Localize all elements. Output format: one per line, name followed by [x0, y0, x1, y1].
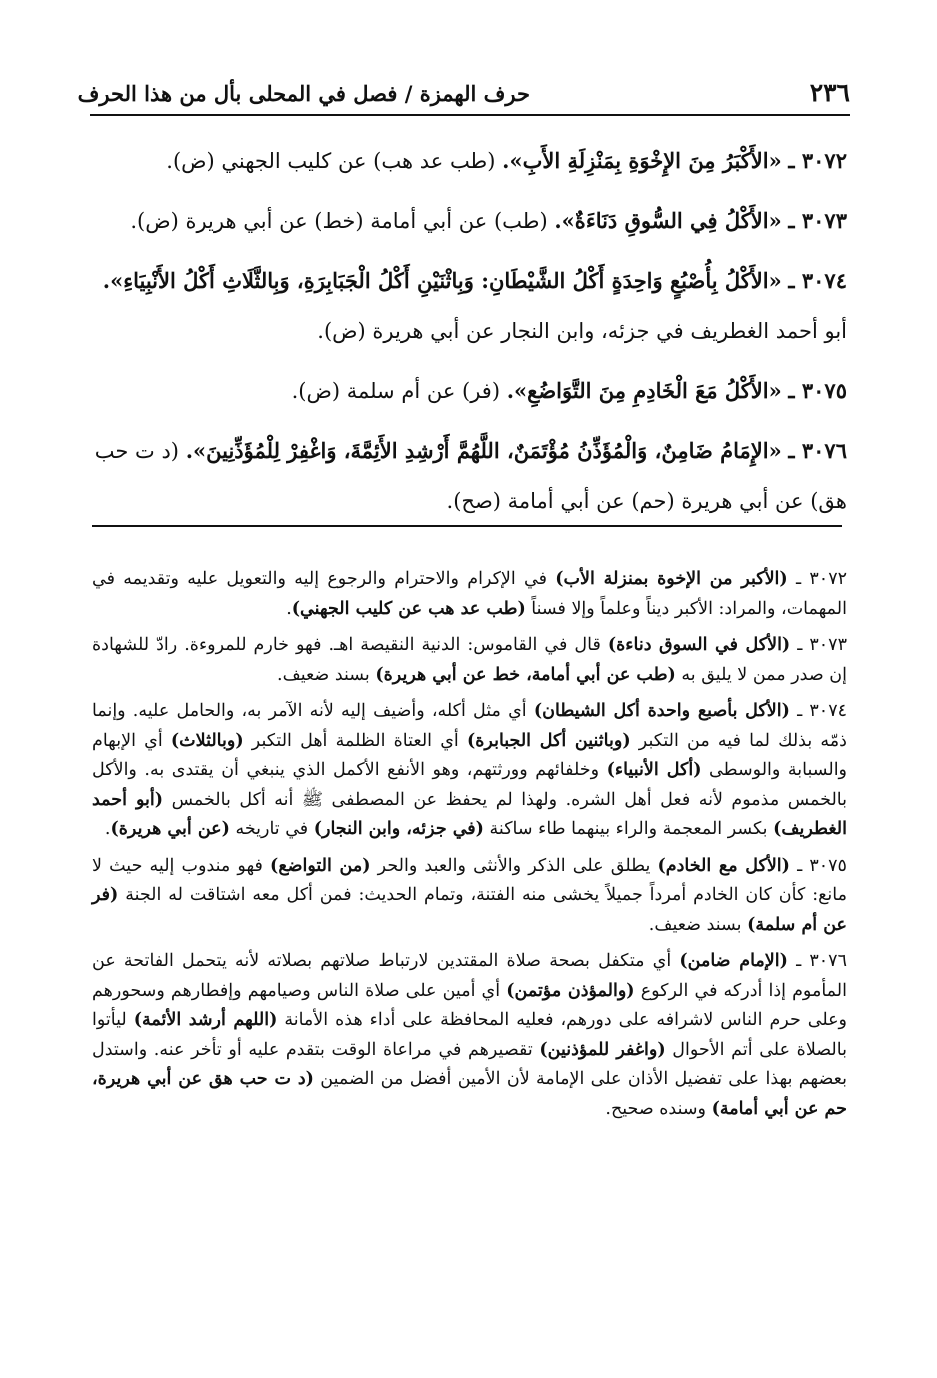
commentary-text: وخلفائهم وورثتهم، وهو الأنفع الأكمل الذي ينبغي أن يقتدى به. والأكل بالخمس مذموم لأنه فعل أهل الشره. ولهذا لم يحفظ عن المصطفى ﷺ أنه أكل بالخمس [92, 760, 847, 810]
commentary-source: (طب عد هب عن كليب الجهني) [291, 598, 526, 619]
commentary-text: بسند ضعيف. [277, 664, 376, 685]
commentary-source: (فر عن أم سلمة) [92, 885, 847, 935]
commentary-text: يطلق على الذكر والأنثى والعبد والحر [370, 855, 658, 876]
hadith-source: أبو أحمد الغطريف في جزئه، وابن النجار عن أبي هريرة (ض). [317, 319, 847, 343]
commentary-note [92, 947, 847, 1124]
commentary-text: ليأتوا بالصلاة على أتم الأحوال [92, 1010, 847, 1060]
hadith-text: «الأَكْبَرُ مِنَ الإِخْوَةِ بِمَنْزِلَةِ الأَبِ». [502, 148, 782, 173]
hadith-entry [92, 196, 847, 246]
hadith-text: «الإِمَامُ ضَامِنٌ، وَالْمُؤَذِّنُ مُؤْتَمَنٌ، اللَّهُمَّ أَرْشِدِ الأَئِمَّةَ، وَاغْفِرْ لِلْمُؤَذِّنِينَ». [185, 438, 782, 463]
commentary-phrase: (الأكل بأصبع واحدة أكل الشيطان) [533, 701, 790, 721]
hadith-list [92, 136, 847, 536]
commentary-section [92, 565, 847, 1131]
commentary-number: ٣٠٧٣ ـ [797, 635, 847, 655]
commentary-note [92, 631, 847, 690]
page-number: ٢٣٦ [809, 78, 850, 107]
hadith-number: ٣٠٧٤ ـ [788, 268, 847, 293]
commentary-note [92, 697, 847, 845]
commentary-text: . [286, 598, 292, 619]
commentary-note [92, 565, 847, 624]
commentary-phrase: (أكل الأنبياء) [606, 760, 702, 780]
commentary-text: أي متكفل بصحة صلاة المقتدين لارتباط صلاتهم بصلاته لأنه يتحمل الفاتحة عن المأموم إذا أدركه في الركوع [92, 951, 847, 1001]
running-title: حرف الهمزة / فصل في المحلى بأل من هذا الحرف [77, 81, 530, 106]
hadith-entry [92, 366, 847, 416]
hadith-number: ٣٠٧٥ ـ [788, 378, 847, 403]
commentary-source: (أبو أحمد الغطريف) [92, 789, 847, 839]
commentary-text: فهو مندوب إليه حيث لا مانع: كأن كان الخادم أمرداً جميلاً يخشى منه الفتنة، وتمام الحديث: فمن أكل معه اشتاقت له الجنة [92, 855, 847, 905]
commentary-text: . [104, 819, 111, 839]
commentary-number: ٣٠٧٤ ـ [797, 701, 847, 721]
commentary-text: بسند ضعيف. [648, 914, 748, 935]
hadith-entry [92, 256, 847, 356]
commentary-text: أي أمين على صلاة الناس وصيامهم وإفطارهم وسحورهم وعلى حرم الناس لاشرافه على دورهم، فعليه المحافظة على أداء هذه الأمانة [92, 980, 848, 1030]
commentary-source: (د ت حب هق عن أبي هريرة، حم عن أبي أمامة) [92, 1069, 847, 1119]
hadith-entry [92, 136, 847, 186]
commentary-text: في الإكرام والاحترام والرجوع إليه والتعويل عليه وتقديمه في المهمات، والمراد: الأكبر ديناً وعلماً وإلا فسناً [92, 569, 847, 619]
commentary-text: أي الإبهام والسبابة والوسطى [92, 730, 848, 780]
commentary-text: في تاريخه [229, 819, 314, 839]
hadith-text: «الأَكْلُ فِي السُّوقِ دَنَاءَةٌ». [554, 208, 782, 233]
commentary-phrase: (الإمام ضامن) [679, 951, 788, 971]
commentary-note [92, 852, 847, 941]
commentary-phrase: (وبالثلاث) [170, 730, 244, 751]
hadith-number: ٣٠٧٦ ـ [788, 438, 847, 463]
commentary-phrase: (الأكبر من الإخوة بمنزلة الأب) [555, 569, 788, 589]
commentary-number: ٣٠٧٥ ـ [797, 855, 847, 876]
commentary-text: وسنده صحيح. [605, 1098, 712, 1119]
commentary-text: تقصيرهم في مراعاة الوقت بتقدم عليه أو تأخر عنه. واستدل بعضهم بهذا على تفضيل الأذان على الإمامة لأن الأمين أفضل من الضمين [92, 1039, 847, 1089]
commentary-text: قال في القاموس: الدنية النقيصة اهـ. فهو خارم للمروءة. رادّ للشهادة إن صدر ممن لا يليق به [92, 635, 847, 685]
hadith-entry [92, 426, 847, 526]
commentary-source: (عن أبي هريرة) [110, 819, 230, 839]
commentary-text: أي مثل أكله، وأضيف إليه لأنه الآمر به، والحامل عليه. وإنما ذمّه بذلك لما فيه من التكبر [92, 701, 847, 751]
commentary-phrase: (من التواضع) [270, 855, 371, 876]
hadith-number: ٣٠٧٣ ـ [788, 208, 847, 233]
section-divider [92, 525, 842, 527]
commentary-text: بكسر المعجمة والراء بينهما طاء ساكنة [483, 819, 774, 839]
commentary-phrase: (واغفر للمؤذنين) [539, 1039, 666, 1060]
commentary-number: ٣٠٧٦ ـ [796, 951, 847, 971]
hadith-source: (طب) عن أبي أمامة (خط) عن أبي هريرة (ض). [130, 209, 548, 233]
hadith-source: (د ت حب هق) عن أبي هريرة (حم) عن أبي أمامة (صح). [94, 439, 847, 513]
commentary-text: أي العتاة الظلمة أهل التكبر [243, 730, 467, 751]
hadith-text: «الأَكْلُ مَعَ الْخَادِمِ مِنَ التَّوَاضُعِ». [506, 378, 782, 403]
commentary-source: (في جزئه، وابن النجار) [313, 819, 484, 839]
hadith-source: (طب عد هب) عن كليب الجهني (ض). [166, 149, 496, 173]
commentary-number: ٣٠٧٢ ـ [795, 569, 847, 589]
commentary-phrase: (وباثنين أكل الجبابرة) [466, 730, 631, 751]
hadith-text: «الأَكْلُ بِأُصْبُعٍ وَاحِدَةٍ أَكْلُ الشَّيْطَانِ: وَبِاثْنَيْنِ أَكْلُ الْجَبَابِرَةِ، وَبِالثَّلَاثِ أَكْلُ الأَنْبِيَاءِ». [102, 268, 782, 293]
commentary-phrase: (الأكل في السوق دناءة) [607, 635, 791, 655]
commentary-source: (طب عن أبي أمامة، خط عن أبي هريرة) [375, 664, 676, 685]
commentary-phrase: (الأكل مع الخادم) [657, 855, 790, 876]
hadith-number: ٣٠٧٢ ـ [788, 148, 847, 173]
commentary-phrase: (اللهم أرشد الأئمة) [133, 1010, 278, 1030]
commentary-phrase: (والمؤذن مؤتمن) [506, 980, 635, 1001]
hadith-source: (فر) عن أم سلمة (ض). [291, 379, 501, 403]
page-header [77, 78, 850, 116]
